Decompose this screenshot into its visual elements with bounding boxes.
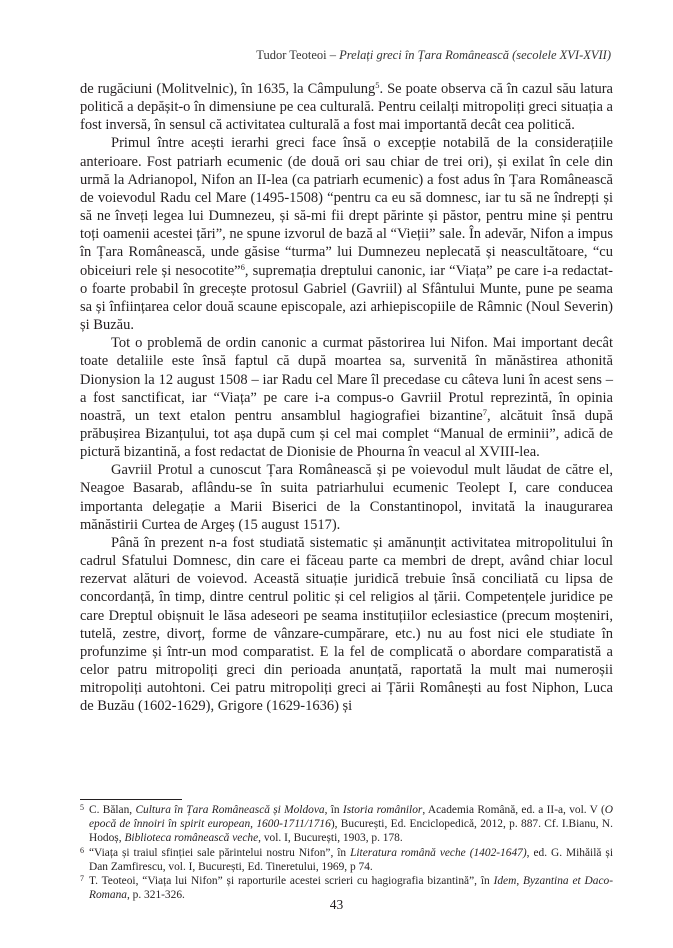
- footnote-title: Idem: [493, 875, 517, 888]
- paragraph-1-text-b: . Se poate observa că în cazul său latura politică a depășit-o în dimensiune pe cea culturală. Pentru ceilalți mitropoliți greci situația a fost inversă, în sensul că activitatea culturală a fost mai importantă decât cea politică.: [80, 81, 613, 134]
- footnote-text: ), București, Ed. Enciclopedică, 2012, p. 887. Cf. I.Bianu, N. Hodoș,: [89, 818, 613, 845]
- header-title: Prelați greci în Țara Românească (secolele XVI-XVII): [339, 48, 611, 62]
- footnote-title: Literatura română veche (1402-1647): [350, 846, 527, 859]
- footnote-ref-7[interactable]: 7: [482, 406, 487, 417]
- footnote-title: Biblioteca românească veche: [124, 832, 259, 845]
- footnote-5: 5 C. Bălan, Cultura în Țara Românească și Moldova, în Istoria românilor, Academia Română, ed. a II-a, vol. V (O epocă de înnoiri în spirit european, 1600-1711/1716), București, Ed. Enciclopedică, 2012, p. 887. Cf. I.Bianu, N. Hodoș, Biblioteca românească veche, vol. I, București, 1903, p. 178.: [80, 803, 614, 845]
- footnotes: [80, 803, 613, 902]
- header-author: Tudor Teoteoi –: [256, 48, 340, 62]
- footnote-text: T. Teoteoi, “Viața lui Nifon” și raporturile acestei scrieri cu hagiografia bizantină”, în: [89, 875, 494, 888]
- footnote-title: Istoria românilor: [342, 804, 423, 816]
- body-text: [80, 80, 613, 715]
- footnote-text: , p. 321-326.: [126, 889, 185, 902]
- paragraph-4: Gavriil Protul a cunoscut Țara Românească și pe voievodul mult lăudat de către el, Neagoe Basarab, aflându-se în suita patriarhului ecumenic Teolept I, care conducea importanta delegație a Marii Biserici de la Constantinopol, invitată la inaugurarea mănăstirii Curtea de Argeș (15 august 1517).: [80, 462, 613, 533]
- footnote-text: ,: [516, 875, 524, 888]
- footnote-ref-6[interactable]: 6: [240, 261, 245, 272]
- footnote-text: , vol. I, București, 1903, p. 178.: [258, 832, 403, 845]
- paragraph-2-text-a: Primul între acești ierarhi greci face însă o excepție notabilă de la considerațiile anterioare. Fost patriarh ecumenic (de două ori sau chiar de trei ori), și exilat în cele din urmă la Adrianopol, Nifon an II-lea (ca patriarh ecumenic) a fost adus în Țara Românească de voievodul Radu cel Mare (1495-1508) “pentru ca eu să domnesc, iar tu să ne îndrepți și să ne înveți legea lui Dumnezeu, și să-mi fii drept părinte și păstor, pentru mine și pentru toți oamenii acestei țări”, ne spune izvorul de bază al “Vieții” sale. În adevăr, Nifon a impus în Țara Românească, unde găsise “turma” lui Dumnezeu neplecată și neascultătoare, “cu obiceiuri rele și nesocotite”: [80, 135, 613, 279]
- paragraph-3-text-a: Tot o problemă de ordin canonic a curmat păstorirea lui Nifon. Mai important decât toate detaliile este însă faptul că după moartea sa, survenită în mănăstirea athonită Dionysion la 12 august 1508 – iar Radu cel Mare îl precedase cu câteva luni în acest sens – a fost sanctificat, iar “Viața” pe care i-a compus-o Gavriil Protul reprezintă, în opinia noastră, un text etalon pentru ansamblul hagiografiei bizantine: [80, 335, 613, 424]
- paragraph-2-text-b: , supremația dreptului canonic, iar “Viața” pe care i-a redactat-o foarte probabil în grecește protosul Gabriel (Gavriil) al Sfântului Munte, pune pe seama sa și înființarea celor două scaune episcopale, azi arhiepiscopiile de Râmnic (Noul Severin) și Buzău.: [80, 262, 613, 334]
- running-header: [256, 48, 611, 63]
- page-number: 43: [329, 897, 344, 912]
- footnote-title: O epocă de înnoiri în spirit european, 1600-1711/1716: [89, 804, 614, 831]
- footnote-text: , în: [324, 804, 343, 816]
- footnote-separator: [80, 799, 182, 800]
- footnote-title: Byzantina et Daco-Romana: [89, 875, 613, 902]
- footnote-title: Cultura în Țara Românească și Moldova: [135, 804, 325, 816]
- paragraph-1: [80, 80, 613, 134]
- paragraph-2: [80, 134, 613, 334]
- paragraph-3-text-b: , alcătuit însă după prăbușirea Bizanțului, tot așa după cum și cel mai complet “Manual de erminii”, adică de pictură bizantină, a fost redactat de Dionisie de Phourna în veacul al XVIII-lea.: [80, 407, 613, 461]
- footnote-text: “Viața și traiul sfinției sale părintelui nostru Nifon”, în: [89, 846, 351, 859]
- paragraph-1-text-a: de rugăciuni (Molitvelnic), în 1635, la Câmpulung: [80, 81, 376, 97]
- paragraph-3: [80, 334, 613, 461]
- footnote-ref-5[interactable]: 5: [375, 80, 380, 90]
- footnote-text: , Academia Română, ed. a II-a, vol. V (: [422, 804, 605, 816]
- footnote-6: 6 “Viața și traiul sfinției sale părintelui nostru Nifon”, în Literatura română veche (1402-1647), ed. G. Mihăilă și Dan Zamfirescu, vol. I, București, Ed. Tineretului, 1969, p 74.: [80, 845, 613, 873]
- footnote-text: , ed. G. Mihăilă și Dan Zamfirescu, vol. I, București, Ed. Tineretului, 1969, p 74.: [89, 846, 613, 873]
- paragraph-5: Până în prezent n-a fost studiată sistematic și amănunțit activitatea mitropolitului în cadrul Sfatului Domnesc, din care ei făceau parte ca membri de drept, având chiar locul rezervat alături de voievod. Această situație juridică trebuie însă conciliată cu lipsa de concordanță, în timp, dintre centrul politic și cel religios al țării. Competențele juridice pe care Dreptul obișnuit le lăsa adeseori pe seama instituțiilor eclesiastice (precum moșteniri, tutelă, zestre, divorț, forme de vânzare-cumpărare, etc.) nu au fost nici ele studiate în profunzime și într-un mod comparatist. E la fel de complicată o abordare comparatistă a celor patru mitropoliți greci din perioada anunțată, raportată la mult mai numeroșii mitropoliți autohtoni. Cei patru mitropoliți greci ai Țării Românești au fost Niphon, Luca de Buzău (1602-1629), Grigore (1629-1636) și: [80, 534, 613, 715]
- footnote-7: 7 T. Teoteoi, “Viața lui Nifon” și raporturile acestei scrieri cu hagiografia bizantină”, în Idem, Byzantina et Daco-Romana, p. 321-326.: [80, 874, 613, 902]
- footnote-text: C. Bălan,: [89, 804, 136, 816]
